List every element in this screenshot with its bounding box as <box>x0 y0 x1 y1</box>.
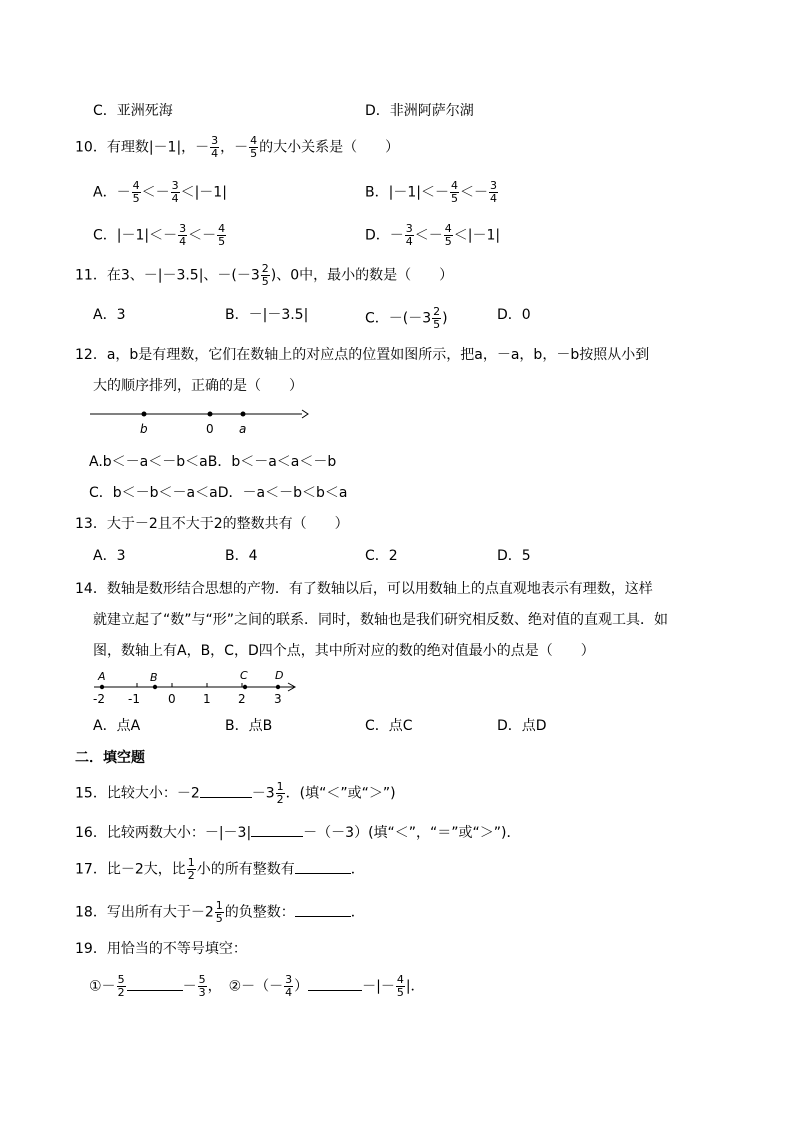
q11-option-a: A．3 <box>93 307 126 323</box>
q11-option-b: B．－|－3.5| <box>225 307 309 323</box>
q12-options-cd: C．b＜－b＜－a＜aD．－a＜－b＜b＜a <box>89 485 348 501</box>
q18-blank[interactable] <box>295 902 351 917</box>
q10-option-b: B．|－1|＜－ $\frac{4}{5}$ ＜－ $\frac{3}{4}$ <box>365 179 497 205</box>
q15-blank[interactable] <box>200 783 252 798</box>
q14-tick-label-1: 1 <box>203 692 211 706</box>
q14-option-a: A．点A <box>93 718 141 734</box>
q16-stem: 16．比较两数大小：－|－3| －（－3）(填“＜”，“＝”或“＞”)． <box>75 822 521 842</box>
q11-option-c: C．－(－3 $\frac{2}{5}$ ) <box>365 305 448 331</box>
q12-number-line <box>88 404 310 438</box>
q16-blank[interactable] <box>251 822 303 837</box>
q14-point-c <box>243 685 247 689</box>
q13-option-b: B．4 <box>225 548 258 564</box>
q14-label-c: C <box>240 669 248 682</box>
q14-tick-label-neg1: -1 <box>128 692 140 706</box>
q9-option-d: D．非洲阿萨尔湖 <box>365 103 474 119</box>
q14-label-b: B <box>150 671 158 684</box>
q12-point-a <box>241 412 246 417</box>
q12-point-b <box>142 412 147 417</box>
q14-point-b <box>153 685 157 689</box>
q15-stem: 15．比较大小：－2 －3 $\frac{1}{2}$ ．(填“＜”或“＞”) <box>75 780 396 806</box>
q12-stem-line1: 12．a，b是有理数，它们在数轴上的对应点的位置如图所示，把a，－a，b，－b按照从小到 <box>75 347 650 363</box>
q18-stem: 18．写出所有大于－2 $\frac{1}{5}$ 的负整数： ． <box>75 899 365 925</box>
q10-stem: 10．有理数|－1|，－ $\frac{3}{4}$ ，－ $\frac{4}{5}$ 的大小关系是（ ） <box>75 134 400 160</box>
q17-stem: 17．比－2大，比 $\frac{1}{2}$ 小的所有整数有 ． <box>75 856 365 882</box>
q14-option-b: B．点B <box>225 718 273 734</box>
q19-blank-2[interactable] <box>308 976 362 991</box>
q14-tick-label-neg2: -2 <box>93 692 105 706</box>
q19-parts: ①－ $\frac{5}{2}$ － $\frac{5}{3}$ ， ②－（－ $\frac{3}{4}$ ） －|－ $\frac{4}{5}$ |． <box>89 973 425 999</box>
q14-tick-label-2: 2 <box>238 692 246 706</box>
q13-stem: 13．大于－2且不大于2的整数共有（ ） <box>75 516 349 532</box>
q12-label-a: a <box>239 422 247 436</box>
q10-option-c: C．|－1|＜－ $\frac{3}{4}$ ＜－ $\frac{4}{5}$ <box>93 222 226 248</box>
q12-label-b: b <box>140 422 148 436</box>
q12-options-ab: A.b＜－a＜－b＜aB．b＜－a＜a＜－b <box>89 454 337 470</box>
q9-option-c: C．亚洲死海 <box>93 103 173 119</box>
q14-stem-line1: 14．数轴是数形结合思想的产物．有了数轴以后，可以用数轴上的点直观地表示有理数，这样 <box>75 581 653 597</box>
q14-tick-label-0: 0 <box>168 692 176 706</box>
q10-option-d: D．－ $\frac{3}{4}$ ＜－ $\frac{4}{5}$ ＜|－1| <box>365 222 501 248</box>
q14-point-d <box>276 685 280 689</box>
q14-stem-line2: 就建立起了“数”与“形”之间的联系．同时，数轴也是我们研究相反数、绝对值的直观工具．如 <box>93 612 669 628</box>
q13-option-c: C．2 <box>365 548 398 564</box>
q19-stem: 19．用恰当的不等号填空： <box>75 941 247 957</box>
q12-label-zero: 0 <box>206 422 214 436</box>
q13-option-a: A．3 <box>93 548 126 564</box>
q14-number-line <box>90 668 304 708</box>
q14-option-c: C．点C <box>365 718 413 734</box>
q11-stem: 11．在3、－|－3.5|、－(－3 $\frac{2}{5}$ )、0中，最小的数是（ ） <box>75 262 454 288</box>
q11-option-d: D．0 <box>497 307 531 323</box>
q14-label-d: D <box>275 669 284 682</box>
q14-option-d: D．点D <box>497 718 547 734</box>
q12-stem-line2: 大的顺序排列，正确的是（ ） <box>93 378 303 394</box>
q19-blank-1[interactable] <box>127 976 183 991</box>
q13-option-d: D．5 <box>497 548 531 564</box>
q14-label-a: A <box>98 670 106 683</box>
section-heading-fill-in: 二．填空题 <box>75 750 145 766</box>
q10-option-a: A．－ $\frac{4}{5}$ ＜－ $\frac{3}{4}$ ＜|－1| <box>93 179 227 205</box>
q14-tick-label-3: 3 <box>274 692 282 706</box>
q14-stem-line3: 图，数轴上有A，B，C，D四个点，其中所对应的数的绝对值最小的点是（ ） <box>93 643 595 659</box>
q12-point-zero <box>208 412 213 417</box>
q14-point-a <box>100 685 104 689</box>
q17-blank[interactable] <box>295 859 351 874</box>
